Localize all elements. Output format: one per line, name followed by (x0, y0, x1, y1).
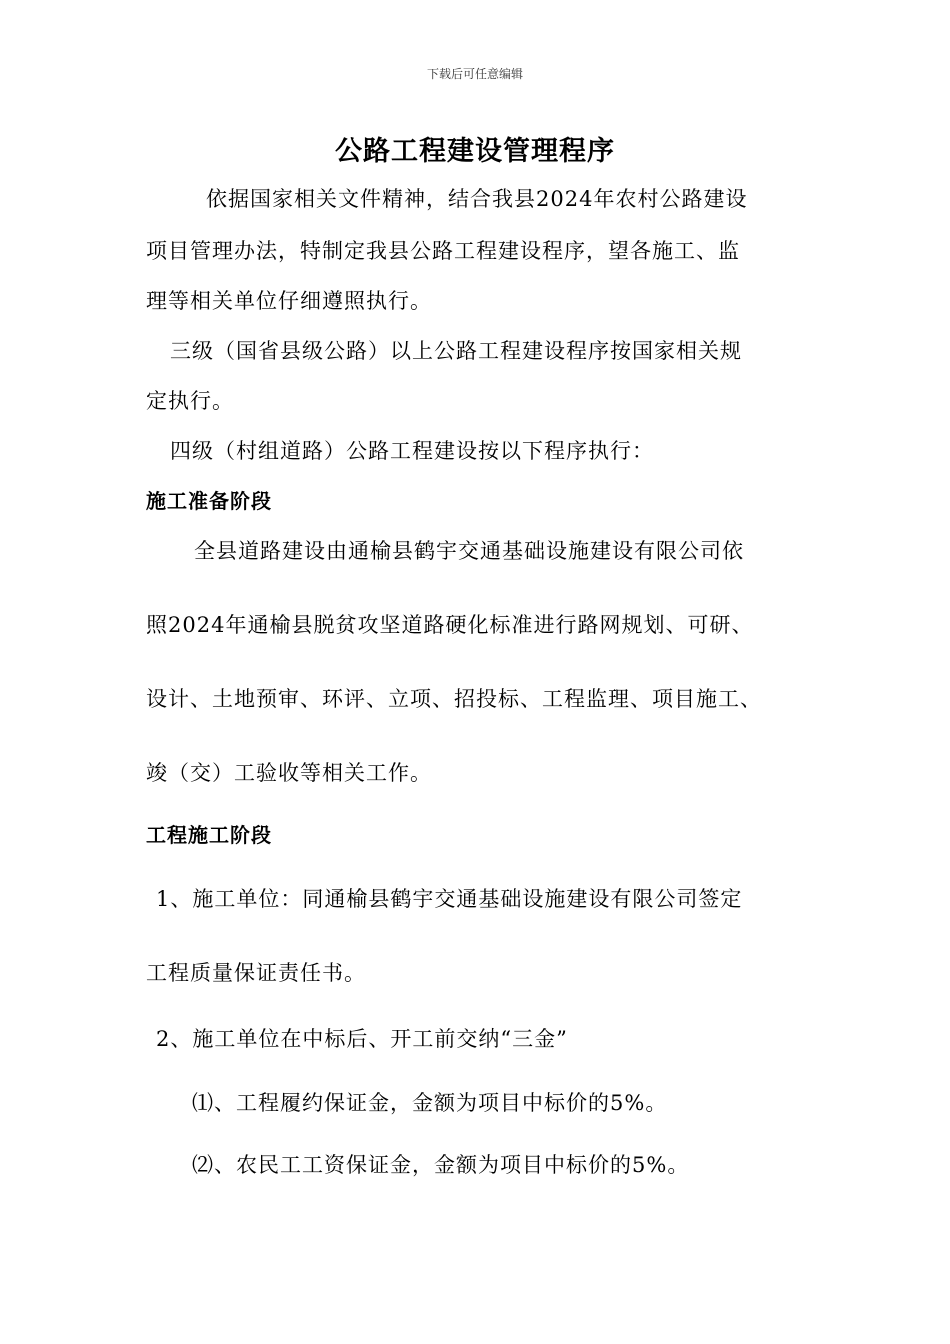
intro-line-2: 项目管理办法，特制定我县公路工程建设程序，望各施工、监 (146, 239, 740, 263)
construction-sub-item-1: ⑴、工程履约保证金，金额为项目中标价的5%。 (192, 1091, 668, 1115)
construction-item-1-line-2: 工程质量保证责任书。 (146, 961, 366, 985)
intro-line-5: 定执行。 (146, 389, 234, 413)
preparation-line-2: 照2024年通榆县脱贫攻坚道路硬化标准进行路网规划、可研、 (146, 613, 754, 637)
section-heading-preparation: 施工准备阶段 (146, 489, 272, 513)
preparation-line-3: 设计、土地预审、环评、立项、招投标、工程监理、项目施工、 (146, 687, 762, 711)
construction-item-1-line-1: 1、施工单位：同通榆县鹤宇交通基础设施建设有限公司签定 (156, 887, 743, 911)
intro-line-3: 理等相关单位仔细遵照执行。 (146, 289, 432, 313)
construction-item-2: 2、施工单位在中标后、开工前交纳“三金” (156, 1027, 568, 1051)
section-heading-construction: 工程施工阶段 (146, 823, 272, 847)
preparation-line-1: 全县道路建设由通榆县鹤宇交通基础设施建设有限公司依 (194, 539, 744, 563)
intro-line-1: 依据国家相关文件精神，结合我县2024年农村公路建设 (206, 187, 748, 211)
preparation-line-4: 竣（交）工验收等相关工作。 (146, 761, 432, 785)
intro-line-6: 四级（村组道路）公路工程建设按以下程序执行： (170, 439, 654, 463)
document-title: 公路工程建设管理程序 (335, 136, 615, 167)
page-header-note: 下载后可任意编辑 (426, 67, 523, 81)
construction-sub-item-2: ⑵、农民工工资保证金，金额为项目中标价的5%。 (192, 1153, 690, 1177)
intro-line-4: 三级（国省县级公路）以上公路工程建设程序按国家相关规 (170, 339, 742, 363)
